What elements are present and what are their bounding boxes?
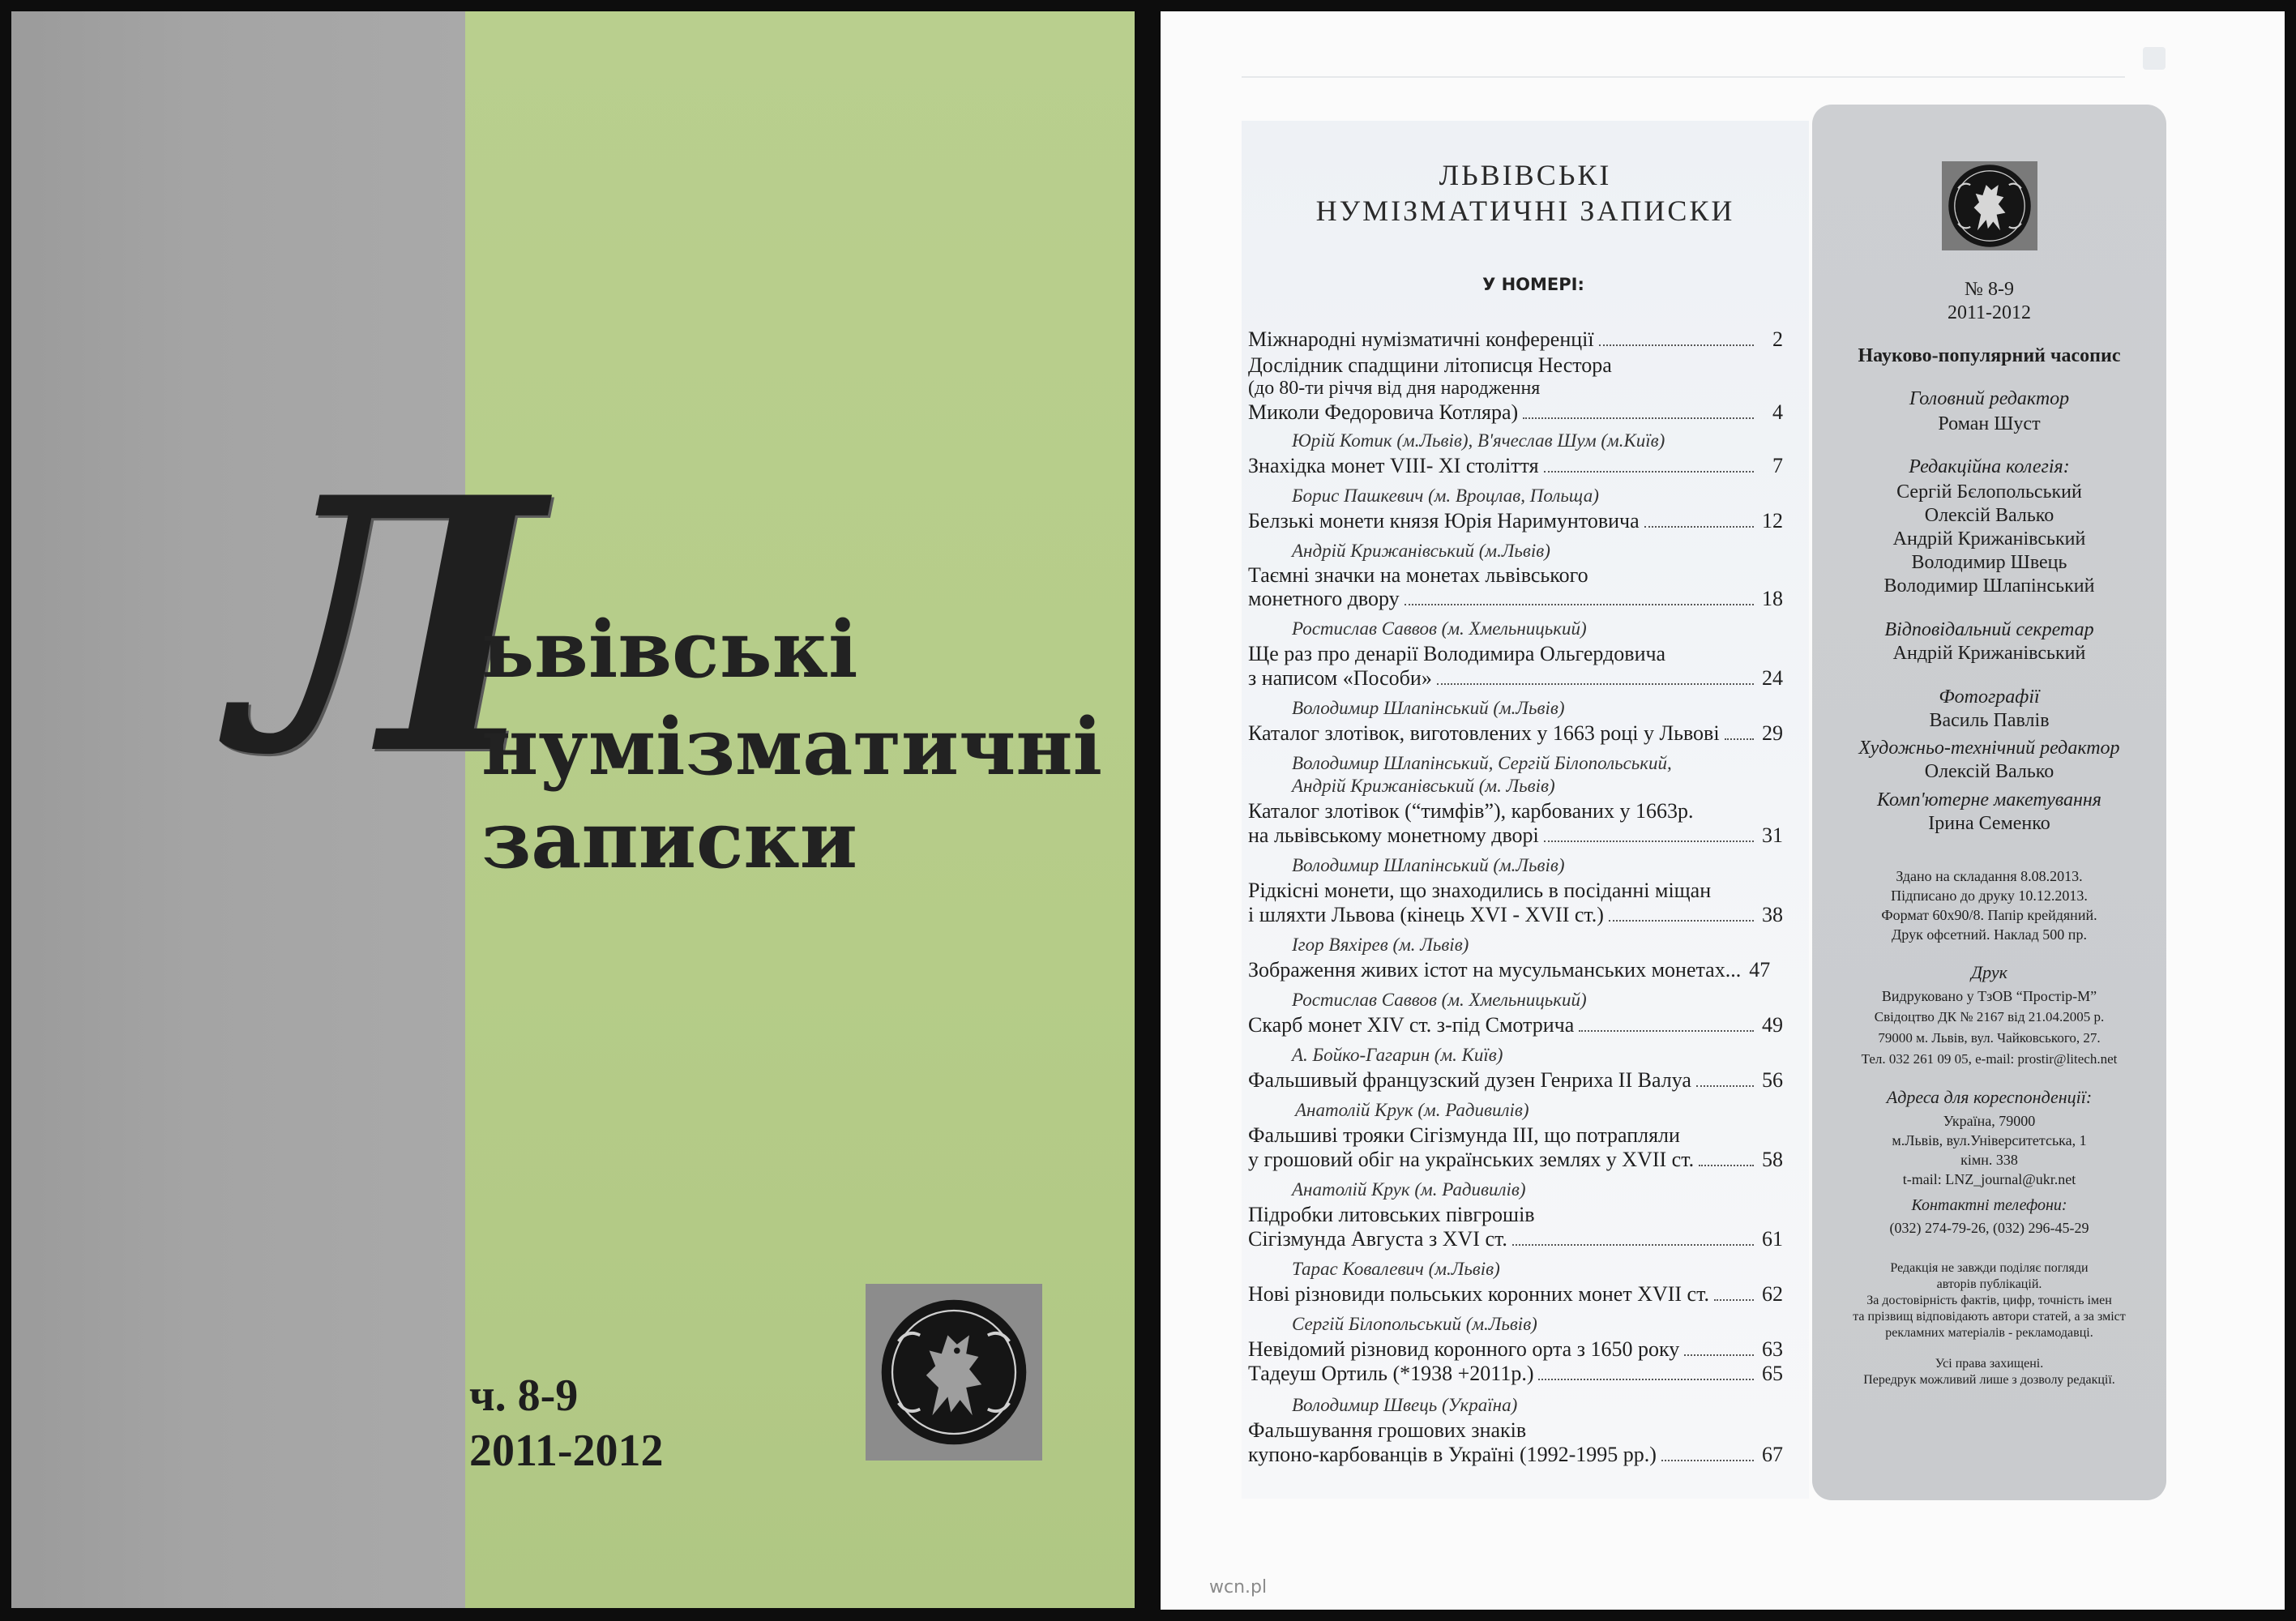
toc-entry: купоно-карбованців в Україні (1992-1995 рр.) 67 (1248, 1443, 1783, 1466)
toc-author: Ростислав Саввов (м. Хмельницький) (1292, 618, 1587, 639)
toc-author: Андрій Крижанівський (м.Львів) (1292, 541, 1550, 561)
toc-author: Володимир Швець (Україна) (1292, 1395, 1518, 1415)
toc-entry: Сігізмунда Августа з XVI ст. 61 (1248, 1227, 1783, 1251)
toc-entry: Міжнародні нумізматичні конференції 2 (1248, 327, 1783, 351)
disclaimer-line: Редакція не завжди поділяє погляди (1890, 1261, 2089, 1275)
toc-author: Ростислав Саввов (м. Хмельницький) (1292, 990, 1587, 1010)
toc-author: Анатолій Крук (м. Радивилів) (1295, 1100, 1529, 1120)
cover-initial-letter: Л (234, 422, 543, 832)
cover-issue-years: 2011-2012 (469, 1426, 664, 1476)
cover-title-line-1: ьвівські (481, 604, 858, 695)
masthead-type: Науково-популярний часопис (1858, 345, 2121, 366)
print-info-line: Підписано до друку 10.12.2013. (1891, 887, 2088, 904)
address-line: м.Львів, вул.Університетська, 1 (1892, 1132, 2087, 1148)
secretary-label: Відповідальний секретар (1884, 619, 2094, 640)
board-member: Сергій Бєлопольський (1896, 481, 2082, 503)
toc-entry: Миколи Федоровича Котляра) 4 (1248, 400, 1783, 424)
phones-label: Контактні телефони: (1911, 1196, 2067, 1214)
disclaimer-line: авторів публікацій. (1936, 1277, 2042, 1291)
toc-entry: з написом «Пособи» 24 (1248, 666, 1783, 690)
art-editor-label: Художньо-технічний редактор (1858, 738, 2120, 759)
address-email: t-mail: LNZ_journal@ukr.net (1902, 1171, 2076, 1187)
secretary: Андрій Крижанівський (1892, 643, 2086, 664)
toc-author: Володимир Шлапінський, Сергій Білопольський, (1292, 753, 1672, 773)
art-editor: Олексій Валько (1924, 761, 2054, 782)
rights-line: Передрук можливий лише з дозволу редакції. (1863, 1373, 2115, 1387)
board-member: Олексій Валько (1924, 505, 2054, 526)
photographer: Василь Павлів (1929, 710, 2050, 731)
photos-label: Фотографії (1939, 686, 2040, 708)
toc-author: Юрій Котик (м.Львів), В'ячеслав Шум (м.Київ) (1292, 430, 1665, 451)
toc-entry: Невідомий різновид коронного орта з 1650 року 63 (1248, 1337, 1783, 1361)
toc-author: Ігор Вяхірев (м. Львів) (1292, 935, 1469, 955)
cover-title-line-3: записки (481, 794, 857, 886)
disclaimer-line: За достовірність фактів, цифр, точність імен (1866, 1294, 2112, 1307)
print-info-line: Друк офсетний. Наклад 500 пр. (1892, 926, 2087, 943)
journal-cover (11, 11, 1135, 1608)
toc-entry: і шляхти Львова (кінець XVI - XVII ст.) 38 (1248, 903, 1783, 926)
board-member: Володимир Шлапінський (1883, 575, 2095, 597)
phones: (032) 274-79-26, (032) 296-45-29 (1889, 1220, 2089, 1236)
print-info-line: Здано на складання 8.08.2013. (1896, 868, 2083, 884)
disclaimer-line: та прізвищ відповідають автори статей, а за зміст (1853, 1310, 2126, 1324)
toc-entry-line: Рідкісні монети, що знаходились в посіданні міщан (1248, 879, 1712, 902)
address-line: Україна, 79000 (1943, 1113, 2036, 1129)
rights-line: Усі права захищені. (1935, 1357, 2044, 1371)
toc-entry-line: Дослідник спадщини літописця Нестора (1248, 353, 1612, 377)
toc-author: Анатолій Крук (м. Радивилів) (1292, 1179, 1526, 1200)
masthead-issue: № 8-9 (1965, 279, 2014, 300)
toc-entry: Каталог злотівок, виготовлених у 1663 році у Львові 29 (1248, 721, 1783, 745)
toc-entry-line: Фальшування грошових знаків (1248, 1418, 1527, 1442)
board-member: Володимир Швець (1911, 552, 2067, 573)
cover-issue-number: ч. 8-9 (469, 1371, 579, 1421)
printer-line: Свідоцтво ДК № 2167 від 21.04.2005 р. (1874, 1009, 2105, 1024)
header-rule (1242, 76, 2125, 78)
toc-entry-line: Підробки литовських півгрошів (1248, 1203, 1535, 1226)
toc-entry: Зображення живих істот на мусульманських монетах... 47 (1248, 958, 1771, 982)
toc-entry-line: Каталог злотівок (“тимфів”), карбованих у 1663р. (1248, 799, 1694, 823)
cover-title-line-2: нумізматичні (481, 701, 1103, 793)
journal-title (1258, 157, 1793, 229)
watermark: wcn.pl (1209, 1577, 1268, 1597)
toc-entry: монетного двору 18 (1248, 587, 1783, 610)
toc-author: Сергій Білопольський (м.Львів) (1292, 1314, 1537, 1334)
journal-title-line-2: НУМІЗМАТИЧНІ ЗАПИСКИ (1315, 195, 1735, 227)
printer-line: Видруковано у ТзОВ “Простір-М” (1881, 988, 2097, 1004)
toc-author: Борис Пашкевич (м. Вроцлав, Польща) (1292, 485, 1599, 506)
journal-title-line-1: ЛЬВІВСЬКІ (1439, 159, 1612, 191)
masthead-years: 2011-2012 (1947, 302, 2032, 323)
toc-entry: Белзькі монети князя Юрія Наримунтовича 12 (1248, 509, 1783, 532)
contents-page (1161, 11, 2285, 1610)
contents-heading: У НОМЕРІ: (1482, 275, 1584, 294)
toc-entry: Фальшивый французский дузен Генриха II Валуа 56 (1248, 1068, 1783, 1092)
masthead-panel (1812, 105, 2166, 1500)
toc-author: Андрій Крижанівський (м. Львів) (1292, 776, 1555, 796)
layout-designer: Ірина Семенко (1928, 813, 2050, 834)
toc-entry-line: Ще раз про денарії Володимира Ольгердовича (1248, 642, 1666, 665)
board-label: Редакційна колегія: (1909, 456, 2070, 477)
printer-line: 79000 м. Львів, вул. Чайковського, 27. (1878, 1030, 2101, 1046)
toc-entry: у грошовий обіг на українських землях у XVII ст. 58 (1248, 1148, 1783, 1171)
toc-author: Володимир Шлапінський (м.Львів) (1292, 855, 1565, 875)
address-label: Адреса для кореспонденції: (1886, 1087, 2093, 1107)
chief-editor: Роман Шуст (1938, 413, 2041, 434)
chief-editor-label: Головний редактор (1909, 388, 2070, 409)
toc-author: Тарас Ковалевич (м.Львів) (1292, 1259, 1500, 1279)
toc-entry: Тадеуш Ортиль (*1938 +2011р.) 65 (1248, 1362, 1783, 1385)
lion-emblem-icon (866, 1284, 1042, 1461)
page-corner-mark (2143, 47, 2166, 70)
board-member: Андрій Крижанівський (1892, 528, 2086, 550)
toc-author: А. Бойко-Гагарин (м. Київ) (1292, 1045, 1503, 1065)
toc-entry-line: Фальшиві трояки Сігізмунда III, що потрапляли (1248, 1123, 1680, 1147)
address-line: кімн. 338 (1960, 1152, 2018, 1168)
toc-author: Володимир Шлапінський (м.Львів) (1292, 698, 1565, 718)
printer-line: Тел. 032 261 09 05, e-mail: prostir@litech.net (1861, 1051, 2118, 1067)
toc-entry: Нові різновиди польських коронних монет XVII ст. 62 (1248, 1282, 1783, 1306)
print-label: Друк (1971, 962, 2007, 982)
toc-entry: Знахідка монет VIII- XI століття 7 (1248, 454, 1783, 477)
toc-entry: Скарб монет XIV ст. з-під Смотрича 49 (1248, 1013, 1783, 1037)
layout-label: Комп'ютерне макетування (1877, 789, 2101, 810)
disclaimer-line: рекламних матеріалів - рекламодавці. (1885, 1326, 2093, 1340)
toc-entry-line: (до 80-ти річчя від дня народження (1248, 378, 1541, 399)
lion-emblem-icon (1942, 161, 2037, 250)
toc-entry-line: Таємні значки на монетах львівського (1248, 563, 1588, 587)
toc-entry: на львівському монетному дворі 31 (1248, 823, 1783, 847)
print-info-line: Формат 60х90/8. Папір крейдяний. (1881, 907, 2097, 923)
